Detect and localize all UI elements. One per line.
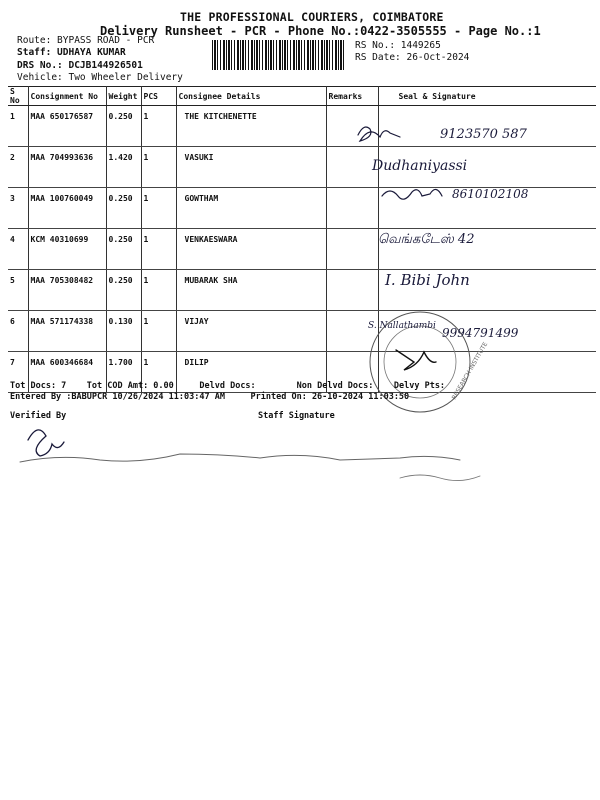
col-weight: Weight xyxy=(106,87,141,106)
cell-consignee: VIJAY xyxy=(176,311,326,352)
cell-consignee: MUBARAK SHA xyxy=(176,270,326,311)
cell-pcs: 1 xyxy=(141,147,176,188)
printed-on: Printed On: 26-10-2024 11:03:50 xyxy=(250,392,410,402)
company-title: THE PROFESSIONAL COURIERS, COIMBATORE xyxy=(180,10,444,24)
cell-consignment: MAA 571174338 xyxy=(28,311,106,352)
table-row xyxy=(8,188,596,229)
cell-sno: 4 xyxy=(8,229,28,270)
runsheet-subtitle: Delivery Runsheet - PCR - Phone No.:0422-3505555 - Page No.:1 xyxy=(100,24,541,38)
cell-consignment: MAA 600346684 xyxy=(28,352,106,393)
col-pcs: PCS xyxy=(141,87,176,106)
cell-consignment: MAA 705308482 xyxy=(28,270,106,311)
col-sno: S No xyxy=(8,87,28,106)
cell-consignee: DILIP xyxy=(176,352,326,393)
non-delvd-docs: Non Delvd Docs: xyxy=(296,381,374,391)
col-seal-signature: Seal & Signature xyxy=(378,87,596,106)
table-row xyxy=(8,106,596,147)
cell-consignment: KCM 40310699 xyxy=(28,229,106,270)
barcode-image xyxy=(212,40,345,70)
signature-row4: வெங்கடேஸ் 42 xyxy=(378,232,475,247)
cell-weight: 1.700 xyxy=(106,352,141,393)
cell-remarks xyxy=(326,147,378,188)
vehicle-label: Vehicle: Two Wheeler Delivery xyxy=(17,72,183,83)
rs-date: RS Date: 26-Oct-2024 xyxy=(355,52,470,63)
cell-sno: 2 xyxy=(8,147,28,188)
cell-signature xyxy=(378,106,596,147)
stamp-ring-text: RESEARCH INSTITUTE xyxy=(450,341,490,401)
staff-signature-label: Staff Signature xyxy=(258,411,335,421)
runsheet-table xyxy=(8,86,596,393)
cell-weight: 0.250 xyxy=(106,270,141,311)
signature-row2: Dudhaniyassi xyxy=(372,158,468,174)
staff-label: Staff: UDHAYA KUMAR xyxy=(17,47,126,58)
cell-consignment: MAA 704993636 xyxy=(28,147,106,188)
cell-sno: 5 xyxy=(8,270,28,311)
cell-remarks xyxy=(326,270,378,311)
delvd-docs: Delvd Docs: xyxy=(199,381,256,391)
cell-consignee: VENKAESWARA xyxy=(176,229,326,270)
cell-pcs: 1 xyxy=(141,229,176,270)
signature-row6a: S. Nallathambi xyxy=(368,321,436,331)
cell-signature xyxy=(378,147,596,188)
bottom-scribble-line xyxy=(20,454,460,462)
col-consignment: Consignment No xyxy=(28,87,106,106)
entered-line xyxy=(10,392,409,402)
cell-pcs: 1 xyxy=(141,106,176,147)
cell-remarks xyxy=(326,106,378,147)
cell-consignee: VASUKI xyxy=(176,147,326,188)
totals-line xyxy=(10,381,445,391)
cell-weight: 0.250 xyxy=(106,188,141,229)
cell-pcs: 1 xyxy=(141,311,176,352)
signature-row3: 8610102108 xyxy=(452,187,529,201)
table-row xyxy=(8,147,596,188)
table-row xyxy=(8,229,596,270)
cell-weight: 1.420 xyxy=(106,147,141,188)
table-row xyxy=(8,311,596,352)
cell-sno: 3 xyxy=(8,188,28,229)
cell-sno: 7 xyxy=(8,352,28,393)
delvy-pts: Delvy Pts: xyxy=(393,381,446,391)
bottom-scribble-line-2 xyxy=(400,475,480,481)
entered-by: Entered By :BABUPCR 10/26/2024 11:03:47 AM xyxy=(10,392,225,402)
cell-weight: 0.250 xyxy=(106,229,141,270)
cell-pcs: 1 xyxy=(141,188,176,229)
verified-by-label: Verified By xyxy=(10,411,67,421)
rs-number: RS No.: 1449265 xyxy=(355,40,441,51)
cell-signature xyxy=(378,311,596,352)
cell-consignee: GOWTHAM xyxy=(176,188,326,229)
cell-consignee: THE KITCHENETTE xyxy=(176,106,326,147)
cell-signature xyxy=(378,270,596,311)
cell-weight: 0.130 xyxy=(106,311,141,352)
cell-signature xyxy=(378,188,596,229)
tot-cod-amt: Tot COD Amt: 0.00 xyxy=(86,381,174,391)
verified-by-signature xyxy=(28,430,64,456)
cell-sno: 1 xyxy=(8,106,28,147)
signature-row1: 9123570 587 xyxy=(440,127,527,142)
table-header-row xyxy=(8,87,596,106)
col-consignee: Consignee Details xyxy=(176,87,326,106)
cell-pcs: 1 xyxy=(141,352,176,393)
col-remarks: Remarks xyxy=(326,87,378,106)
tot-docs: Tot Docs: 7 xyxy=(10,381,67,391)
cell-consignment: MAA 100760049 xyxy=(28,188,106,229)
route-label: Route: BYPASS ROAD - PCR xyxy=(17,35,155,46)
signature-row6b: 9994791499 xyxy=(442,326,519,340)
cell-weight: 0.250 xyxy=(106,106,141,147)
cell-remarks xyxy=(326,229,378,270)
table-row xyxy=(8,270,596,311)
signature-row5: I. Bibi John xyxy=(385,271,470,289)
cell-pcs: 1 xyxy=(141,270,176,311)
cell-consignment: MAA 650176587 xyxy=(28,106,106,147)
cell-signature xyxy=(378,229,596,270)
drs-number: DRS No.: DCJB144926501 xyxy=(17,60,143,71)
cell-sno: 6 xyxy=(8,311,28,352)
cell-remarks xyxy=(326,311,378,352)
cell-remarks xyxy=(326,188,378,229)
